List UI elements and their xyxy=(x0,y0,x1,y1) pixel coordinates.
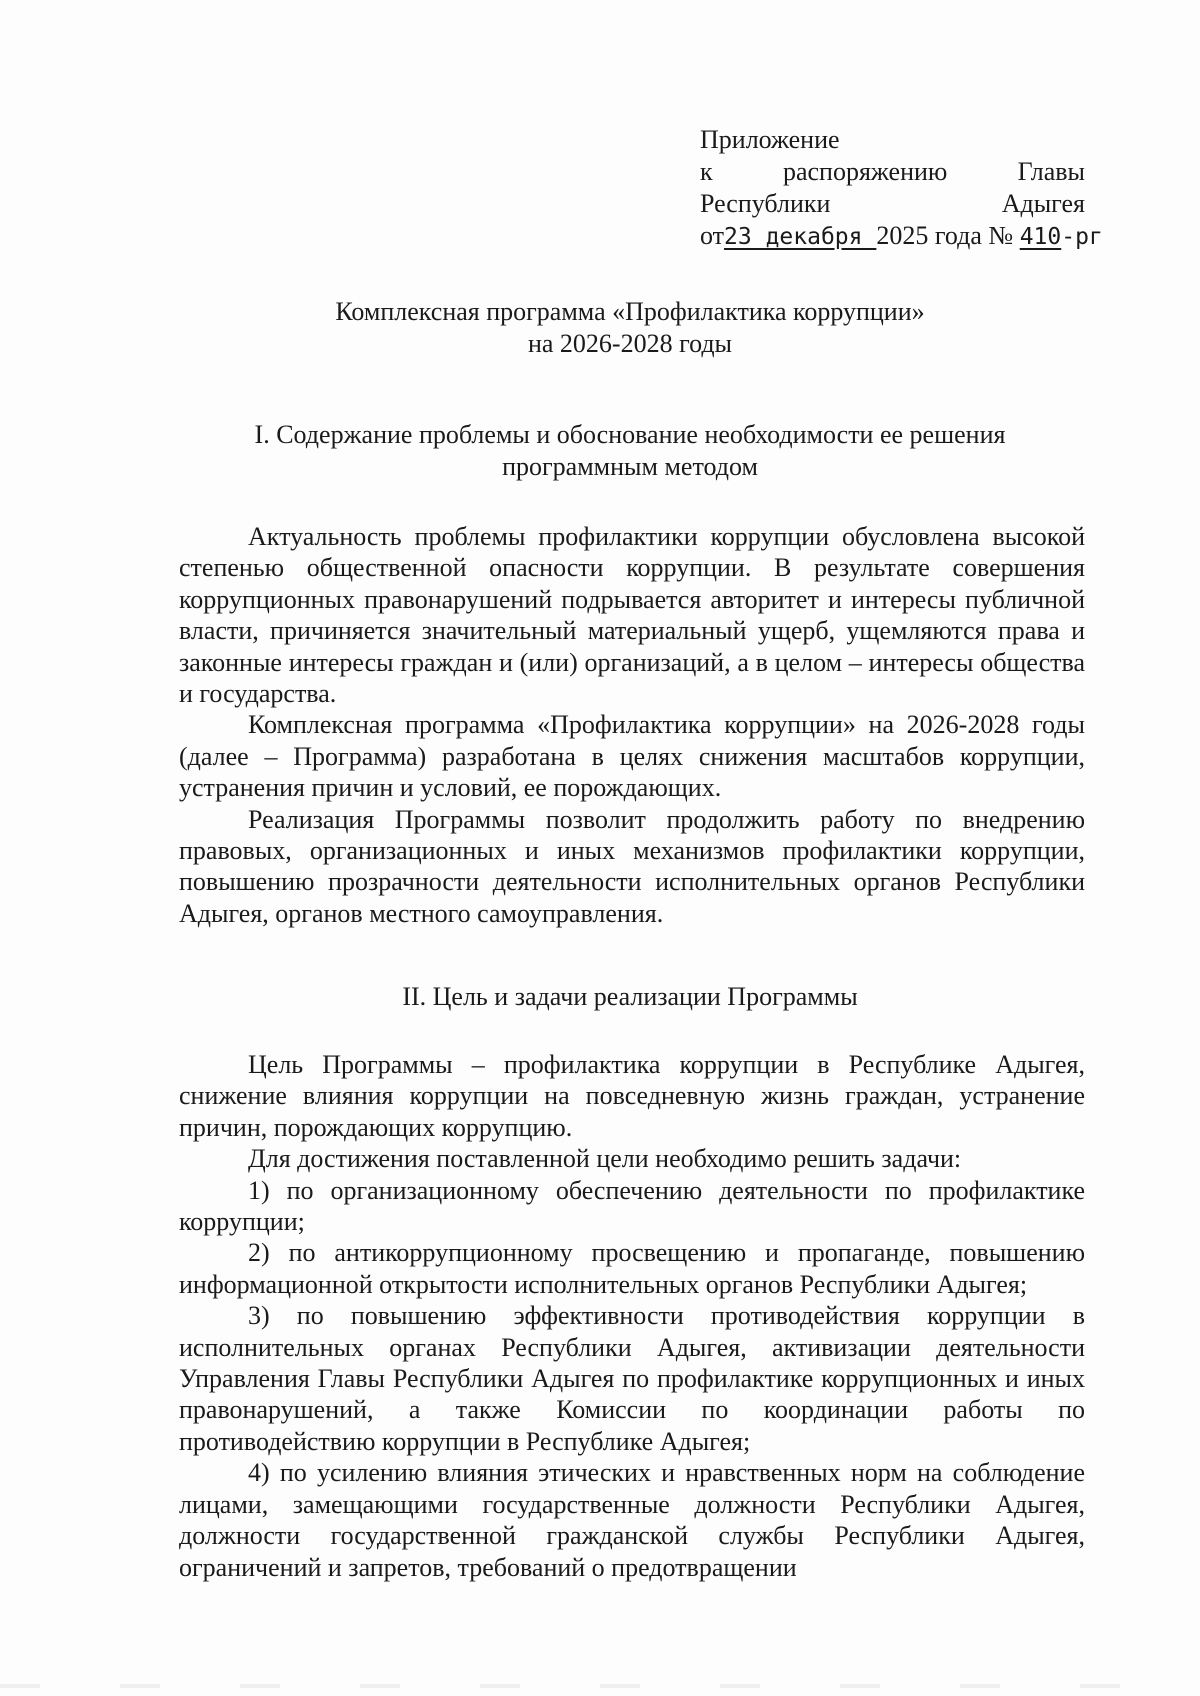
annex-word: распоряжению xyxy=(782,157,948,186)
list-item: 3) по повышению эффективности противодействия коррупции в исполнительных органах Республики Адыгея, активизации деятельности Управления Главы Республики Адыгея по профилактике коррупционных и иных правонарушений, а также Комиссии по координации работы по противодействию коррупции в Республике Адыгея; xyxy=(179,1301,1085,1456)
section-2-body xyxy=(179,1049,1085,1583)
annex-title: Приложение xyxy=(700,125,840,154)
list-item: 2) по антикоррупционному просвещению и пропаганде, повышению информационной открытости исполнительных органов Республики Адыгея; xyxy=(179,1238,1085,1299)
date-year: 2025 года № xyxy=(876,221,1020,250)
section-1-body xyxy=(179,521,1085,929)
date-filled: 23 декабря xyxy=(724,224,877,250)
order-number: 410 xyxy=(1019,224,1062,250)
annex-date-line xyxy=(700,220,1103,253)
section-1-heading-line-1: I. Содержание проблемы и обоснование необходимости ее решения xyxy=(254,420,1006,449)
annex-word: Республики xyxy=(700,189,831,218)
paragraph: Для достижения поставленной цели необходимо решить задачи: xyxy=(248,1144,962,1174)
section-2-heading-line: II. Цель и задачи реализации Программы xyxy=(402,982,858,1011)
title-line-2: на 2026-2028 годы xyxy=(527,329,733,358)
paragraph: Актуальность проблемы профилактики коррупции обусловлена высокой степенью общественной опасности коррупции. В результате совершения коррупционных правонарушений подрывается авторитет и интересы публичной власти, причиняется значительный материальный ущерб, ущемляются права и законные интересы граждан и (или) организаций, а в целом – интересы общества и государства. xyxy=(179,522,1085,709)
annex-line-3 xyxy=(700,188,1085,220)
paragraph: Комплексная программа «Профилактика коррупции» на 2026-2028 годы (далее – Программа) разработана в целях снижения масштабов коррупции, устранения причин и условий, ее порождающих. xyxy=(179,710,1085,803)
section-2-heading xyxy=(180,981,1080,1013)
order-suffix: -рг xyxy=(1061,224,1103,250)
list-item: 1) по организационному обеспечению деятельности по профилактике коррупции; xyxy=(179,1175,1085,1237)
title-line-1: Комплексная программа «Профилактика коррупции» xyxy=(335,297,925,326)
annex-block xyxy=(700,124,1103,253)
section-1-heading-line-2: программным методом xyxy=(502,452,758,481)
annex-word: Главы xyxy=(1017,157,1085,186)
date-prefix: от xyxy=(700,221,725,250)
list-item: 4) по усилению влияния этических и нравственных норм на соблюдение лицами, замещающими государственные должности Республики Адыгея, должности государственной гражданской службы Республики Адыгея, ограничений и запретов, требований о предотвращении xyxy=(179,1458,1085,1582)
annex-word: Адыгея xyxy=(1001,189,1085,218)
paragraph: Цель Программы – профилактика коррупции в Республике Адыгея, снижение влияния коррупции на повседневную жизнь граждан, устранение причин, порождающих коррупцию. xyxy=(179,1050,1085,1142)
annex-word: к xyxy=(700,157,713,186)
program-title xyxy=(180,296,1080,360)
scan-edge-artifact xyxy=(0,1684,1200,1688)
paragraph: Реализация Программы позволит продолжить работу по внедрению правовых, организационных и иных механизмов профилактики коррупции, повышению прозрачности деятельности исполнительных органов Республики Адыгея, органов местного самоуправления. xyxy=(179,804,1085,928)
section-1-heading xyxy=(180,419,1080,483)
annex-line-2 xyxy=(700,156,1085,188)
